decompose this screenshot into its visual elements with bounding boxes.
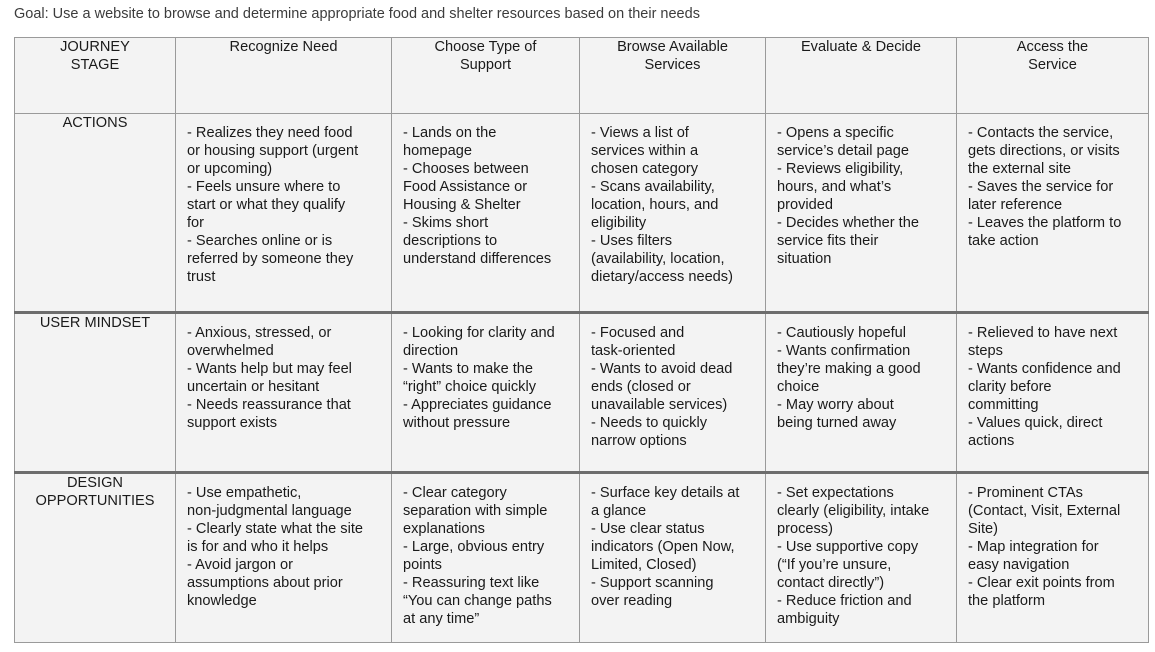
cell-line: trust (187, 269, 216, 285)
table-cell (957, 313, 1149, 473)
table-row-actions (15, 114, 1149, 313)
cell-line: at any time” (403, 611, 480, 627)
cell-line: over reading (591, 593, 673, 609)
cell-line: - Relieved to have next (968, 325, 1118, 341)
cell-line: gets directions, or visits (968, 143, 1120, 159)
cell-line: - Appreciates guidance (403, 397, 552, 413)
table-cell (766, 114, 957, 313)
cell-line: - Looking for clarity and (403, 325, 555, 341)
cell-line: service fits their (777, 233, 879, 249)
cell-line: - Chooses between (403, 161, 529, 177)
cell-line: services within a (591, 143, 699, 159)
cell-line: task-oriented (591, 343, 676, 359)
cell-line: situation (777, 251, 832, 267)
table-cell (392, 473, 580, 643)
cell-line: the platform (968, 593, 1046, 609)
cell-line: - Needs to quickly (591, 415, 707, 431)
cell-line: without pressure (403, 415, 511, 431)
table-cell (957, 114, 1149, 313)
cell-line: or upcoming) (187, 161, 273, 177)
cell-line: - Scans availability, (591, 179, 715, 195)
cell-line: homepage (403, 143, 472, 159)
cell-line: - Use supportive copy (777, 539, 919, 555)
cell-line: is for and who it helps (187, 539, 329, 555)
cell-line: - Views a list of (591, 125, 689, 141)
cell-line: being turned away (777, 415, 897, 431)
cell-line: knowledge (187, 593, 257, 609)
cell-line: - May worry about (777, 397, 894, 413)
cell-line: Site) (968, 521, 999, 537)
cell-line: ambiguity (777, 611, 840, 627)
cell-line: - Clear category (403, 485, 507, 501)
table-cell (580, 473, 766, 643)
cell-line: support exists (187, 415, 278, 431)
cell-line: - Reviews eligibility, (777, 161, 904, 177)
cell-line: - Realizes they need food (187, 125, 353, 141)
cell-line: start or what they qualify (187, 197, 346, 213)
cell-line: - Use empathetic, (187, 485, 302, 501)
cell-line: - Reassuring text like (403, 575, 540, 591)
cell-line: - Decides whether the (777, 215, 919, 231)
cell-line: (“If you’re unsure, (777, 557, 892, 573)
cell-line: easy navigation (968, 557, 1070, 573)
cell-line: (Contact, Visit, External (968, 503, 1121, 519)
table-cell (176, 473, 392, 643)
cell-line: Limited, Closed) (591, 557, 697, 573)
cell-line: - Reduce friction and (777, 593, 912, 609)
cell-line: points (403, 557, 442, 573)
cell-line: steps (968, 343, 1003, 359)
stage-header-browse-services: Browse Available Services (580, 38, 766, 114)
cell-line: - Focused and (591, 325, 685, 341)
cell-line: - Searches online or is (187, 233, 333, 249)
cell-line: - Avoid jargon or (187, 557, 294, 573)
cell-line: - Needs reassurance that (187, 397, 351, 413)
table-cell (766, 313, 957, 473)
cell-line: - Lands on the (403, 125, 497, 141)
cell-line: choice (777, 379, 820, 395)
cell-line: - Wants to avoid dead (591, 361, 733, 377)
journey-stage-header: JOURNEY STAGE (15, 38, 176, 114)
journey-map-table (14, 37, 1149, 643)
table-cell (580, 114, 766, 313)
cell-line: - Contacts the service, (968, 125, 1114, 141)
row-label-design-opportunities: DESIGN OPPORTUNITIES (15, 473, 176, 643)
table-cell (766, 473, 957, 643)
cell-line: narrow options (591, 433, 687, 449)
cell-line: “right” choice quickly (403, 379, 537, 395)
cell-line: process) (777, 521, 833, 537)
goal-statement: Goal: Use a website to browse and determine appropriate food and shelter resources based on their needs (14, 6, 700, 22)
cell-line: - Wants confirmation (777, 343, 911, 359)
cell-line: - Cautiously hopeful (777, 325, 906, 341)
cell-line: - Values quick, direct (968, 415, 1103, 431)
cell-line: overwhelmed (187, 343, 274, 359)
cell-line: they’re making a good (777, 361, 921, 377)
cell-line: or housing support (urgent (187, 143, 359, 159)
cell-line: - Saves the service for (968, 179, 1114, 195)
table-cell (176, 114, 392, 313)
cell-line: committing (968, 397, 1039, 413)
cell-line: actions (968, 433, 1015, 449)
cell-line: “You can change paths (403, 593, 552, 609)
cell-line: - Map integration for (968, 539, 1099, 555)
cell-line: - Skims short (403, 215, 489, 231)
cell-line: indicators (Open Now, (591, 539, 735, 555)
cell-line: clarity before (968, 379, 1052, 395)
table-row-user-mindset (15, 313, 1149, 473)
table-cell (176, 313, 392, 473)
cell-line: descriptions to (403, 233, 498, 249)
cell-line: contact directly”) (777, 575, 885, 591)
cell-line: dietary/access needs) (591, 269, 733, 285)
cell-line: explanations (403, 521, 485, 537)
cell-line: - Wants confidence and (968, 361, 1121, 377)
cell-line: hours, and what’s (777, 179, 892, 195)
cell-line: take action (968, 233, 1039, 249)
stage-header-access-service: Access the Service (957, 38, 1149, 114)
cell-line: - Support scanning (591, 575, 714, 591)
cell-line: - Uses filters (591, 233, 673, 249)
cell-line: clearly (eligibility, intake (777, 503, 930, 519)
cell-line: Food Assistance or (403, 179, 528, 195)
stage-header-recognize-need: Recognize Need (176, 38, 392, 114)
cell-line: Housing & Shelter (403, 197, 521, 213)
cell-line: service’s detail page (777, 143, 909, 159)
cell-line: direction (403, 343, 459, 359)
cell-line: chosen category (591, 161, 699, 177)
cell-line: the external site (968, 161, 1072, 177)
cell-line: referred by someone they (187, 251, 354, 267)
cell-line: - Surface key details at (591, 485, 740, 501)
cell-line: eligibility (591, 215, 647, 231)
cell-line: separation with simple (403, 503, 548, 519)
cell-line: - Clearly state what the site (187, 521, 364, 537)
cell-line: assumptions about prior (187, 575, 343, 591)
cell-line: - Anxious, stressed, or (187, 325, 332, 341)
cell-line: unavailable services) (591, 397, 728, 413)
cell-line: - Feels unsure where to (187, 179, 341, 195)
table-cell (580, 313, 766, 473)
cell-line: non-judgmental language (187, 503, 352, 519)
cell-line: - Leaves the platform to (968, 215, 1122, 231)
cell-line: - Clear exit points from (968, 575, 1115, 591)
table-row-design-opportunities (15, 473, 1149, 643)
cell-line: a glance (591, 503, 647, 519)
table-cell (392, 114, 580, 313)
cell-line: provided (777, 197, 833, 213)
cell-line: location, hours, and (591, 197, 719, 213)
cell-line: for (187, 215, 205, 231)
cell-line: - Large, obvious entry (403, 539, 545, 555)
cell-line: - Wants help but may feel (187, 361, 352, 377)
stage-header-evaluate-decide: Evaluate & Decide (766, 38, 957, 114)
table-cell (392, 313, 580, 473)
row-label-user-mindset: USER MINDSET (15, 313, 176, 473)
cell-line: - Prominent CTAs (968, 485, 1083, 501)
cell-line: - Use clear status (591, 521, 705, 537)
row-label-actions: ACTIONS (15, 114, 176, 313)
cell-line: - Opens a specific (777, 125, 894, 141)
table-cell (957, 473, 1149, 643)
cell-line: understand differences (403, 251, 552, 267)
cell-line: - Wants to make the (403, 361, 534, 377)
cell-line: later reference (968, 197, 1063, 213)
cell-line: (availability, location, (591, 251, 725, 267)
header-row (15, 38, 1149, 114)
stage-header-choose-type: Choose Type of Support (392, 38, 580, 114)
cell-line: uncertain or hesitant (187, 379, 320, 395)
cell-line: - Set expectations (777, 485, 894, 501)
cell-line: ends (closed or (591, 379, 691, 395)
